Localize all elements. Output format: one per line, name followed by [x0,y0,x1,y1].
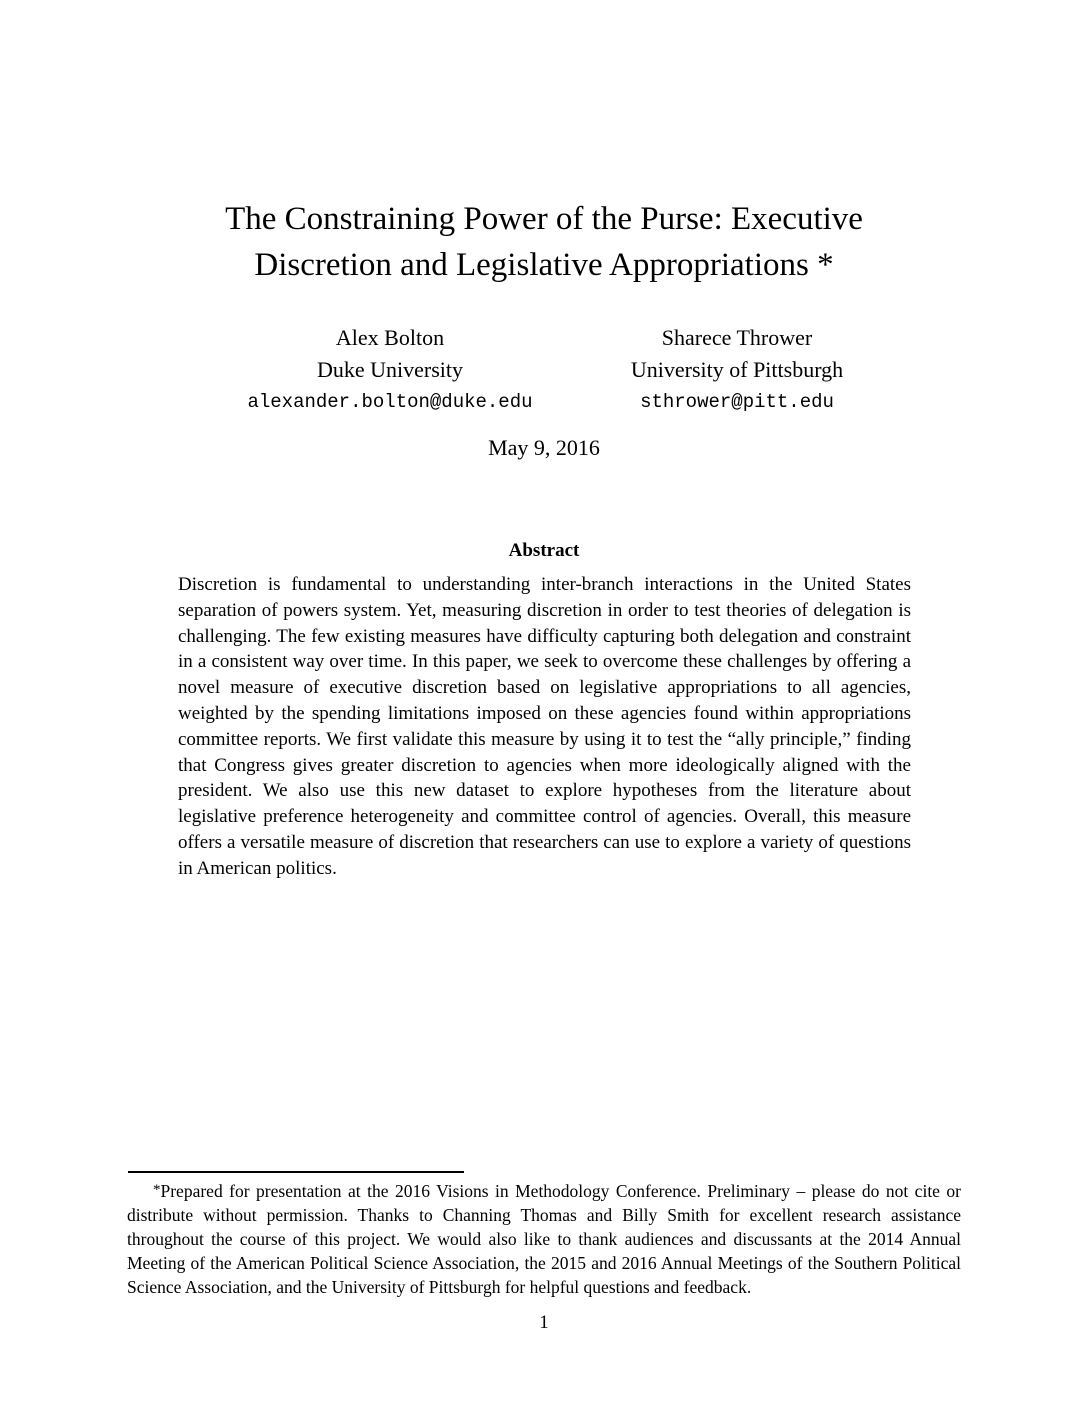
abstract-text: Discretion is fundamental to understanding inter-branch interactions in the United States separation of powers system. Yet, measuring discretion in order to test theories of delegation is challenging. The few existing measures have difficulty capturing both delegation and constraint in a consistent way over time. In this paper, we seek to overcome these challenges by offering a novel measure of executive discretion based on legislative appropriations to all agencies, weighted by the spending limitations imposed on these agencies found within appropriations committee reports. We first validate this measure by using it to test the “ally principle,” finding that Congress gives greater discretion to agencies when more ideologically aligned with the president. We also use this new dataset to explore hypotheses from the literature about legislative preference heterogeneity and committee control of agencies. Overall, this measure offers a versatile measure of discretion that researchers can use to explore a variety of questions in American politics. [178,574,911,879]
author-block [0,322,1088,422]
paper-title [0,196,1088,288]
page-number: 1 [539,1312,549,1333]
author-1 [210,322,570,419]
footnote-marker: * [153,1182,161,1198]
author-2-affiliation: University of Pittsburgh [630,357,844,382]
author-1-email: alexander.bolton@duke.edu [247,391,533,413]
footnote [127,1179,961,1299]
author-1-name: Alex Bolton [335,325,445,350]
title-line-1: The Constraining Power of the Purse: Executive [225,201,863,237]
footnote-text: Prepared for presentation at the 2016 Visions in Methodology Conference. Preliminary – please do not cite or distribute without permission. Thanks to Channing Thomas and Billy Smith for excellent research assistance throughout the course of this project. We would also like to thank audiences and discussants at the 2014 Annual Meeting of the American Political Science Association, the 2015 and 2016 Annual Meetings of the Southern Political Science Association, and the University of Pittsburgh for helpful questions and feedback. [127,1181,961,1297]
footnote-rule [128,1171,464,1173]
author-2 [557,322,917,419]
title-line-2: Discretion and Legislative Appropriations * [254,247,834,283]
author-2-name: Sharece Thrower [661,325,813,350]
author-1-affiliation: Duke University [316,357,464,382]
paper-date: May 9, 2016 [488,435,600,460]
abstract-heading: Abstract [508,540,580,561]
author-2-email: sthrower@pitt.edu [640,391,834,413]
